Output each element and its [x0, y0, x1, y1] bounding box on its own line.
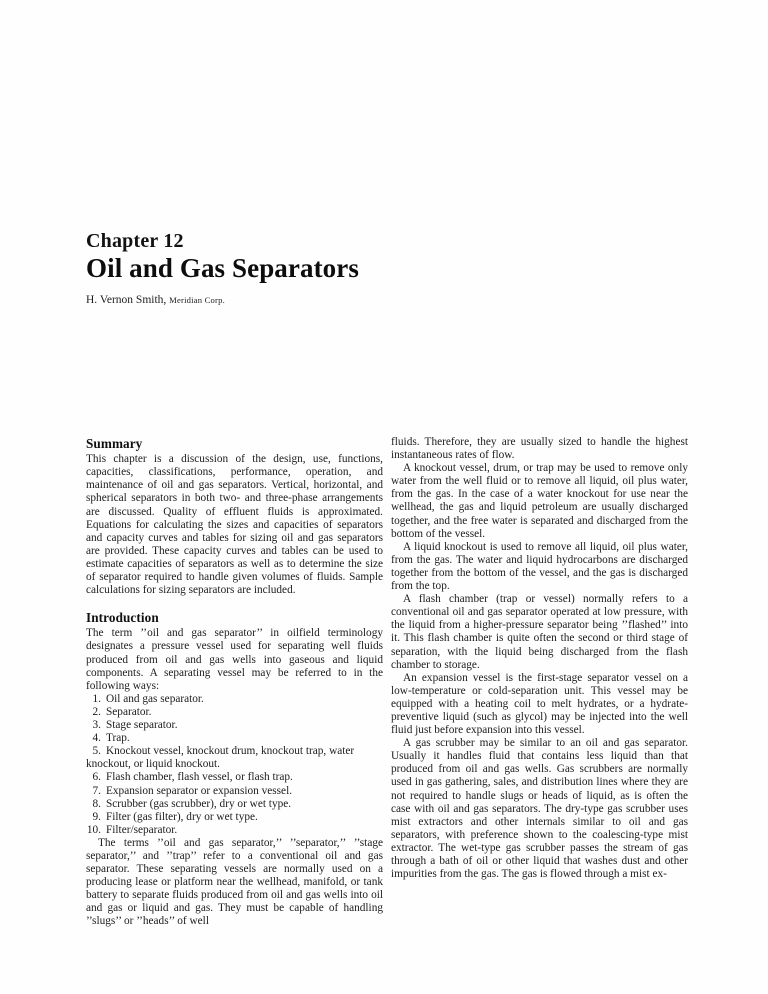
- list-item: [86, 732, 383, 745]
- list-item: [86, 811, 383, 824]
- list-item: [86, 693, 383, 706]
- right-paragraph-5: An expansion vessel is the first-stage separator vessel on a low-temperature or cold-separation unit. This vessel may be equipped with a heating coil to melt hydrates, or a hydrate-preventive liquid (such as glycol) may be injected into the well fluid just before expansion into this vessel.: [391, 671, 688, 737]
- list-item-label: Filter (gas filter), dry or wet type.: [106, 810, 258, 823]
- list-item-number: 4.: [92, 732, 101, 745]
- separator-names-list: [86, 693, 383, 837]
- list-item-label: Expansion separator or expansion vessel.: [106, 784, 293, 797]
- column-left: [86, 436, 383, 966]
- list-item-label: Separator.: [106, 705, 152, 718]
- list-item-number: 7.: [92, 784, 101, 797]
- summary-paragraph: This chapter is a discussion of the design, use, functions, capacities, classifications, performance, operation, and maintenance of oil and gas separators. Vertical, horizontal, and spherical separators in both two- and three-phase arrangements are discussed. Quality of effluent fluids is approximated. Equations for calculating the sizes and capacities of separators and capacity curves and tables for sizing oil and gas separators are provided. These capacity curves and tables can be used to estimate capacities of separators as well as to determine the size of separator required to handle given volumes of fluids. Sample calculations for sizing separators are included.: [86, 453, 383, 597]
- list-item: [86, 785, 383, 798]
- list-item-label: Trap.: [106, 732, 130, 745]
- introduction-heading: Introduction: [86, 610, 159, 626]
- list-item-number: 2.: [92, 705, 101, 718]
- intro-paragraph-2: The terms ’’oil and gas separator,’’ ’’separator,’’ ’’stage separator,’’ and ’’trap’’ refer to a conventional oil and gas separator. These separating vessels are normally used on a producing lease or platform near the wellhead, manifold, or tank battery to separate fluids produced from oil and gas wells into oil and gas or liquid and gas. They must be capable of handling ’’slugs’’ or ’’heads’’ of well: [86, 836, 383, 928]
- list-item-number: 5.: [92, 745, 101, 758]
- page-title: Oil and Gas Separators: [86, 253, 359, 283]
- byline: [86, 294, 686, 308]
- list-item-label: Knockout vessel, knockout drum, knockout trap, water knockout, or liquid knockout.: [86, 745, 355, 771]
- intro-paragraph-1: The term ’’oil and gas separator’’ in oilfield terminology designates a pressure vessel used for separating well fluids produced from oil and gas wells into gaseous and liquid components. A separating vessel may be referred to in the following ways:: [86, 627, 383, 692]
- list-item: [86, 771, 383, 784]
- list-item: [86, 745, 383, 771]
- right-paragraph-3: A liquid knockout is used to remove all liquid, oil plus water, from the gas. The water and liquid hydrocarbons are discharged together from the bottom of the vessel, and the gas is discharged from the top.: [391, 540, 688, 593]
- right-paragraph-2: A knockout vessel, drum, or trap may be used to remove only water from the well fluid or to remove all liquid, oil plus water, from the gas. In the case of a water knockout for use near the wellhead, the gas and liquid petroleum are usually discharged together, and the free water is separated and discharged from the bottom of the vessel.: [391, 462, 688, 540]
- list-item-number: 9.: [92, 810, 101, 823]
- right-paragraph-4: A flash chamber (trap or vessel) normally refers to a conventional oil and gas separator operated at low pressure, with the liquid from a higher-pressure separator being ’’flashed’’ into it. This flash chamber is quite often the second or third stage of separation, with the liquid being discharged from the flash chamber to storage.: [391, 593, 688, 671]
- list-item-label: Flash chamber, flash vessel, or flash trap.: [106, 771, 293, 784]
- right-paragraph-6: A gas scrubber may be similar to an oil and gas separator. Usually it handles fluid that contains less liquid than that produced from oil and gas wells. Gas scrubbers are normally used in gas gathering, sales, and distribution lines where they are not required to handle slugs or heads of liquid, as is often the case with oil and gas separators. The dry-type gas scrubber uses mist extractors and other internals similar to oil and gas separators, with preference shown to the coalescing-type mist extractor. The wet-type gas scrubber passes the stream of gas through a bath of oil or other liquid that washes dust and other impurities from the gas. The gas is flowed through a mist ex-: [391, 737, 688, 881]
- right-paragraph-1: fluids. Therefore, they are usually sized to handle the highest instantaneous rates of flow.: [391, 436, 688, 462]
- list-item-number: 1.: [92, 692, 101, 705]
- list-item-number: 8.: [92, 797, 101, 810]
- list-item: [86, 719, 383, 732]
- list-item-number: 10.: [86, 823, 101, 836]
- list-item-label: Scrubber (gas scrubber), dry or wet type.: [106, 797, 292, 810]
- list-item: [86, 824, 383, 837]
- list-item-number: 3.: [92, 719, 101, 732]
- author-name: H. Vernon Smith,: [86, 293, 167, 306]
- list-item-number: 6.: [92, 771, 101, 784]
- title-block: [86, 231, 686, 307]
- list-item-label: Stage separator.: [106, 719, 178, 732]
- body-columns: [86, 436, 688, 966]
- column-right: [391, 436, 688, 966]
- chapter-label: Chapter 12: [86, 230, 184, 252]
- list-item: [86, 798, 383, 811]
- list-item-label: Oil and gas separator.: [106, 692, 204, 705]
- author-affiliation: Meridian Corp.: [169, 294, 225, 305]
- list-item-label: Filter/separator.: [106, 823, 178, 836]
- summary-heading: Summary: [86, 436, 143, 451]
- list-item: [86, 706, 383, 719]
